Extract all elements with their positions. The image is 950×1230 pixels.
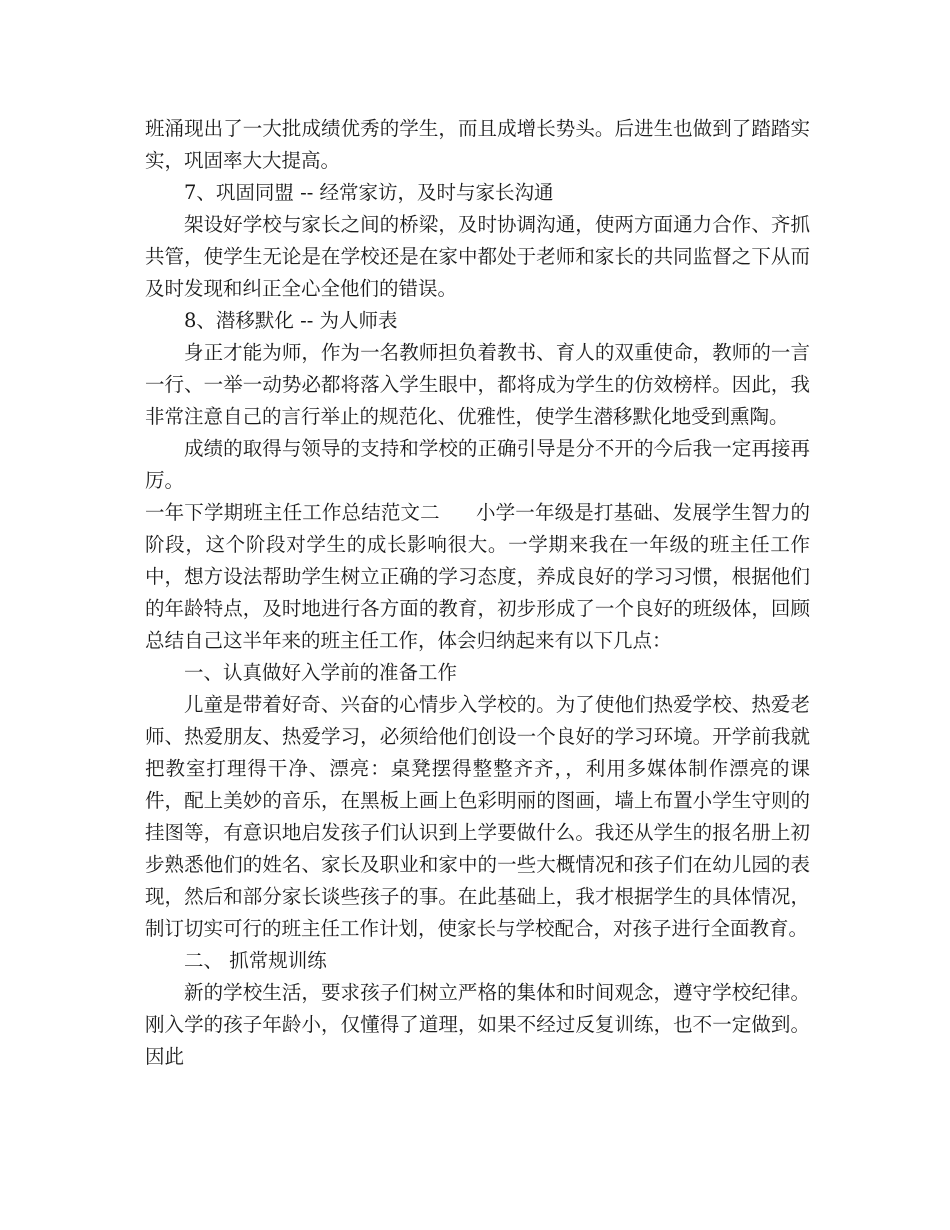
sample-two-intro: 小学一年级是打基础、发展学生智力的阶段，这个阶段对学生的成长影响很大。一学期来我在一年级的班主任工作中，想方设法帮助学生树立正确的学习态度，养成良好的学习习惯，根据他们的年龄特点，及时地进行各方面的教育，初步形成了一个良好的班级体，回顾总结自己这半年来的班主任工作，体会归纳起来有以下几点： — [145, 501, 810, 652]
paragraph-preparation: 儿童是带着好奇、兴奋的心情步入学校的。为了使他们热爱学校、热爱老师、热爱朋友、热爱学习，必须给他们创设一个良好的学习环境。开学前我就把教室打理得干净、漂亮：桌凳摆得整整齐齐，，利用多媒体制作漂亮的课件，配上美妙的音乐，在黑板上画上色彩明丽的图画，墙上布置小学生守则的挂图等，有意识地启发孩子们认识到上学要做什么。我还从学生的报名册上初步熟悉他们的姓名、家长及职业和家中的一些大概情况和孩子们在幼儿园的表现，然后和部分家长谈些孩子的事。在此基础上，我才根据学生的具体情况，制订切实可行的班主任工作计划，使家长与学校配合，对孩子进行全面教育。 — [145, 693, 810, 940]
section-heading-two: 二、 抓常规训练 — [184, 949, 327, 972]
paragraph-role-model: 身正才能为师，作为一名教师担负着教书、育人的双重使命，教师的一言一行、一举一动势必都将落入学生眼中，都将成为学生的仿效榜样。因此，我非常注意自己的言行举止的规范化、优雅性，使学生潜移默化地受到熏陶。 — [145, 341, 810, 428]
section-heading-one: 一、认真做好入学前的准备工作 — [184, 661, 458, 684]
paragraph-sample-two — [145, 497, 810, 657]
section-heading-8: 8、潜移默化 -- 为人师表 — [184, 309, 398, 332]
sample-two-title: 一年下学期班主任工作总结范文二 — [145, 501, 440, 524]
section-heading-7: 7、巩固同盟 -- 经常家访，及时与家长沟通 — [184, 181, 554, 204]
document-body — [145, 113, 810, 1073]
paragraph-continuation: 班涌现出了一大批成绩优秀的学生，而且成增长势头。后进生也做到了踏踏实实，巩固率大大提高。 — [145, 117, 810, 172]
paragraph-conclusion: 成绩的取得与领导的支持和学校的正确引导是分不开的今后我一定再接再厉。 — [145, 437, 810, 492]
paragraph-routine-training: 新的学校生活，要求孩子们树立严格的集体和时间观念，遵守学校纪律。刚入学的孩子年龄小，仅懂得了道理，如果不经过反复训练，也不一定做到。因此 — [145, 981, 810, 1068]
paragraph-home-visits: 架设好学校与家长之间的桥梁，及时协调沟通，使两方面通力合作、齐抓共管，使学生无论是在学校还是在家中都处于老师和家长的共同监督之下从而及时发现和纠正全心全他们的错误。 — [145, 213, 810, 300]
